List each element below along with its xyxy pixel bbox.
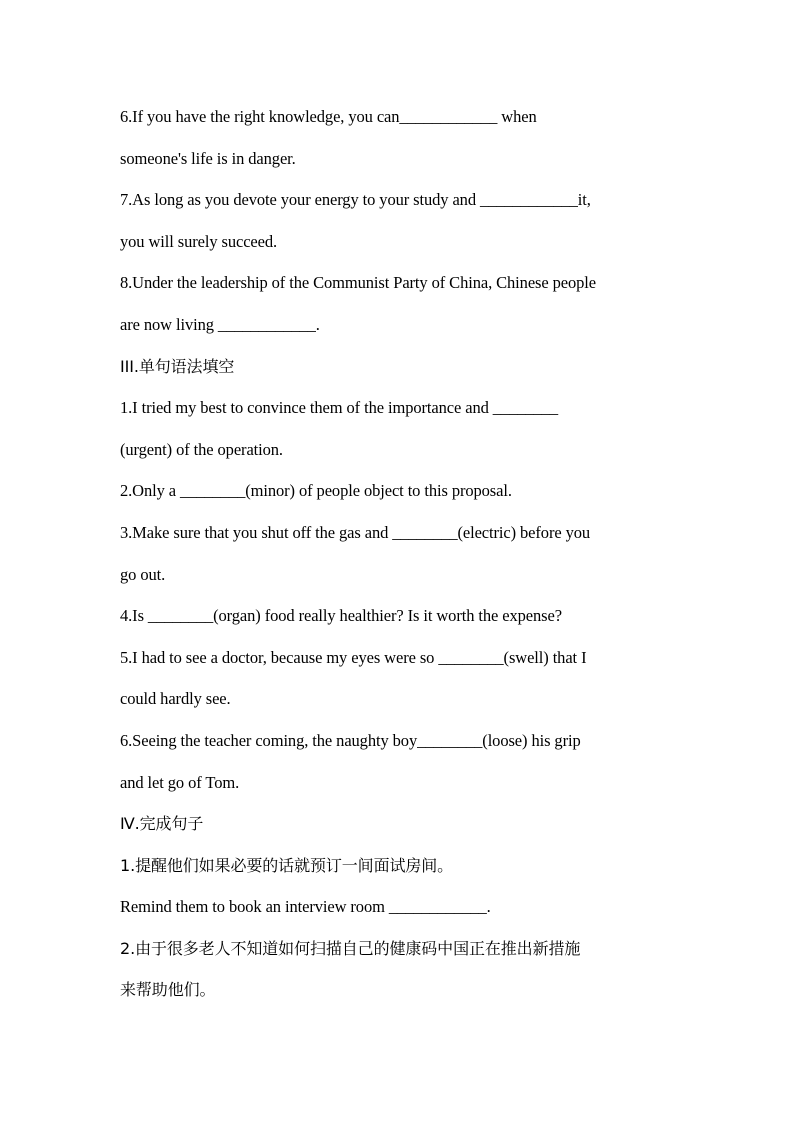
sentence-q1-english: Remind them to book an interview room ____________.: [120, 897, 491, 917]
grammar-q3: 3.Make sure that you shut off the gas and ________(electric) before you: [120, 522, 591, 542]
exercise-line-q6-cont: someone's life is in danger.: [120, 148, 296, 168]
worksheet-content: [120, 100, 680, 1015]
sentence-q1-chinese: 1.提醒他们如果必要的话就预订一间面试房间。: [120, 855, 454, 875]
grammar-q1-cont: (urgent) of the operation.: [120, 439, 283, 459]
grammar-q6: 6.Seeing the teacher coming, the naughty boy________(loose) his grip: [120, 730, 581, 750]
exercise-line-q7-blank: 7.As long as you devote your energy to your study and ____________it,: [120, 190, 591, 210]
grammar-q2: 2.Only a ________(minor) of people object to this proposal.: [120, 481, 512, 501]
exercise-line-q6-blank: 6.If you have the right knowledge, you can____________ when: [120, 107, 537, 126]
exercise-line-q7-cont: you will surely succeed.: [120, 231, 278, 251]
grammar-q4: 4.Is ________(organ) food really healthier? Is it worth the expense?: [120, 606, 562, 626]
grammar-q5-cont: could hardly see.: [120, 689, 231, 709]
exercise-line-q8-blank: 8.Under the leadership of the Communist Party of China, Chinese people: [120, 273, 596, 293]
sentence-q2-chinese-cont: 来帮助他们。: [120, 980, 216, 1000]
grammar-q5: 5.I had to see a doctor, because my eyes were so ________(swell) that I: [120, 647, 587, 667]
section-heading-grammar: III.单句语法填空: [120, 356, 235, 376]
grammar-q6-cont: and let go of Tom.: [120, 772, 240, 792]
exercise-line-q8-cont: are now living ____________.: [120, 314, 320, 334]
grammar-q1: 1.I tried my best to convince them of the importance and ________: [120, 398, 558, 418]
section-heading-complete-sentences: Ⅳ.完成句子: [120, 814, 204, 834]
sentence-q2-chinese: 2.由于很多老人不知道如何扫描自己的健康码中国正在推出新措施: [120, 938, 581, 958]
grammar-q3-cont: go out.: [120, 564, 166, 584]
